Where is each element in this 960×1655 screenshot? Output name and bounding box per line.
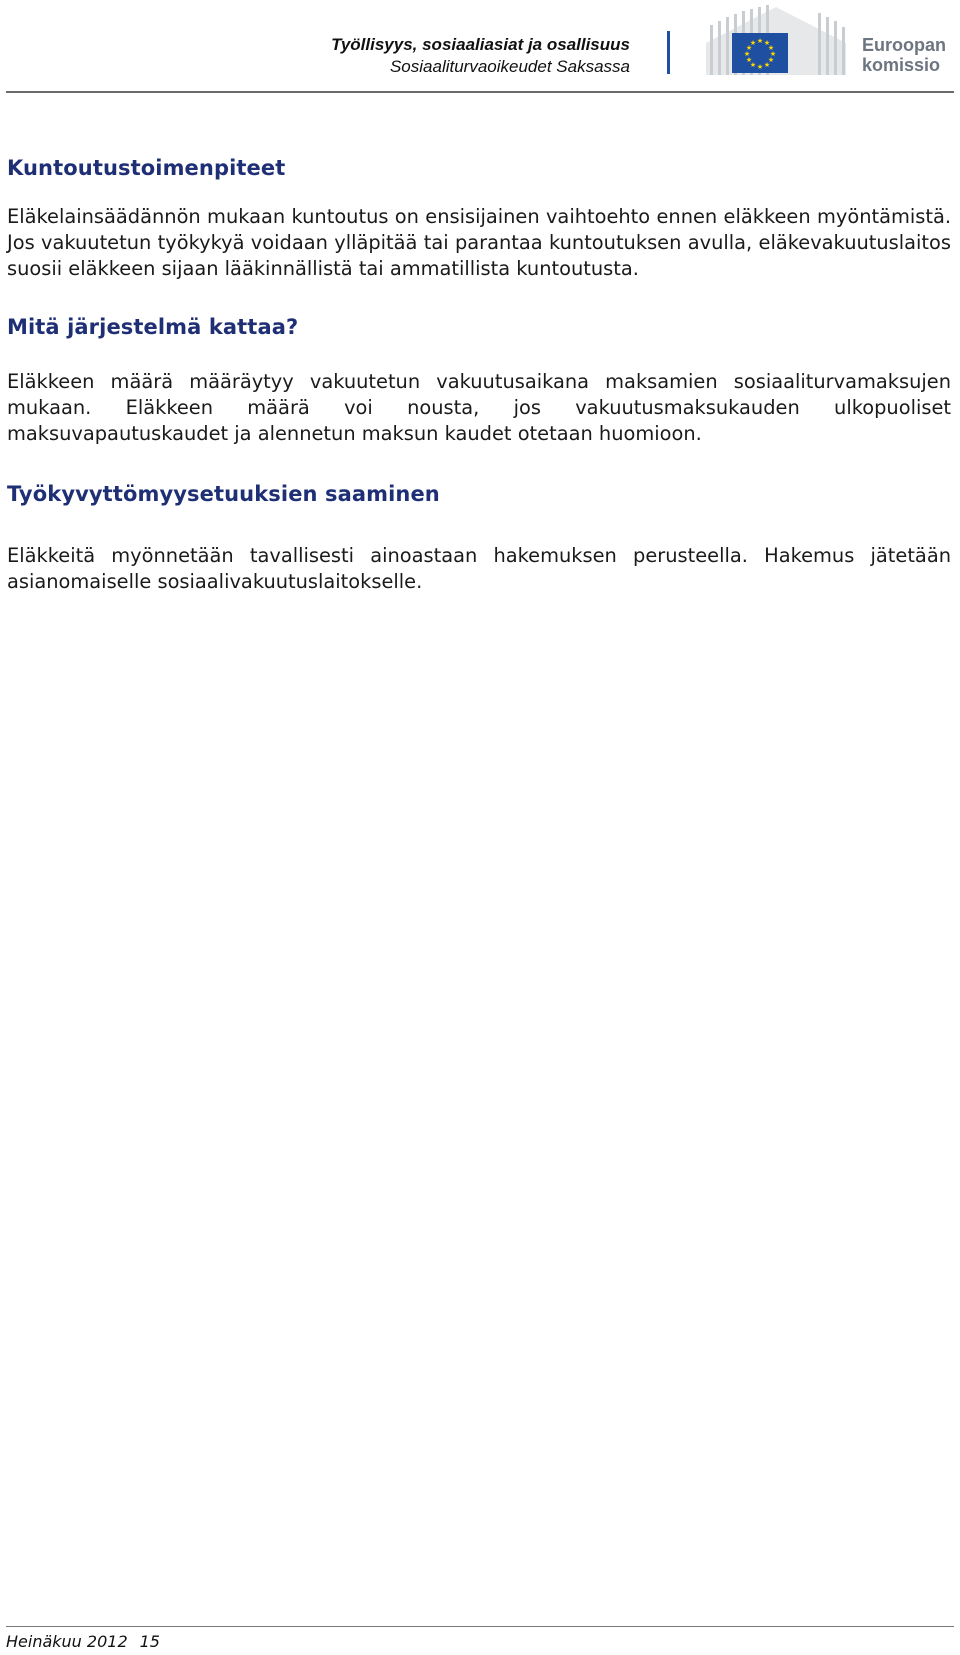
section-heading-saaminen: Työkyvyttömyysetuuksien saaminen [7, 482, 440, 506]
section-paragraph-kattaa: Eläkkeen määrä määräytyy vakuutetun vakuutusaikana maksamien sosiaaliturvamaksujen mukaan. Eläkkeen määrä voi nousta, jos vakuutusmaksukauden ulkopuoliset maksuvapautuskaudet ja alennetun maksun kaudet otetaan huomioon. [7, 370, 951, 445]
page-number: 15 [139, 1632, 160, 1651]
page-footer [6, 1632, 160, 1652]
header-separator [667, 31, 670, 74]
section-paragraph-kuntoutus: Eläkelainsäädännön mukaan kuntoutus on ensisijainen vaihtoehto ennen eläkkeen myöntämistä. Jos vakuutetun työkykyä voidaan ylläpitää tai parantaa kuntoutuksen avulla, eläkevakuutuslaitos suosii eläkkeen sijaan lääkinnällistä tai ammatillista kuntoutusta. [7, 205, 951, 280]
document-body [7, 155, 951, 595]
svg-text:★: ★ [756, 37, 764, 45]
section-paragraph-saaminen: Eläkkeitä myönnetään tavallisesti ainoastaan hakemuksen perusteella. Hakemus jätetään asianomaiselle sosiaalivakuutuslaitokselle. [7, 544, 951, 593]
svg-text:★: ★ [767, 44, 775, 52]
svg-text:★: ★ [743, 50, 751, 58]
logo-wordmark-line2: komissio [862, 55, 941, 75]
svg-text:★: ★ [749, 61, 757, 69]
svg-text:★: ★ [749, 39, 757, 47]
header-department: Työllisyys, sosiaaliasiat ja osallisuus [331, 35, 630, 54]
header-subtitle: Sosiaaliturvaoikeudet Saksassa [389, 57, 630, 76]
page-header [0, 0, 960, 95]
svg-text:★: ★ [763, 61, 771, 69]
footer-rule [6, 1626, 954, 1627]
svg-text:★: ★ [767, 56, 775, 64]
svg-text:★: ★ [756, 63, 764, 71]
header-title-block [331, 34, 630, 78]
logo-wordmark-line1: Euroopan [862, 35, 946, 55]
svg-text:★: ★ [745, 44, 753, 52]
section-heading-kuntoutus: Kuntoutustoimenpiteet [7, 156, 286, 180]
svg-text:★: ★ [769, 50, 777, 58]
header-rule [6, 91, 954, 93]
section-heading-kattaa: Mitä järjestelmä kattaa? [7, 315, 299, 339]
footer-date: Heinäkuu 2012 [6, 1632, 128, 1651]
svg-text:★: ★ [763, 39, 771, 47]
svg-text:★: ★ [745, 56, 753, 64]
logo-wordmark [862, 35, 946, 75]
